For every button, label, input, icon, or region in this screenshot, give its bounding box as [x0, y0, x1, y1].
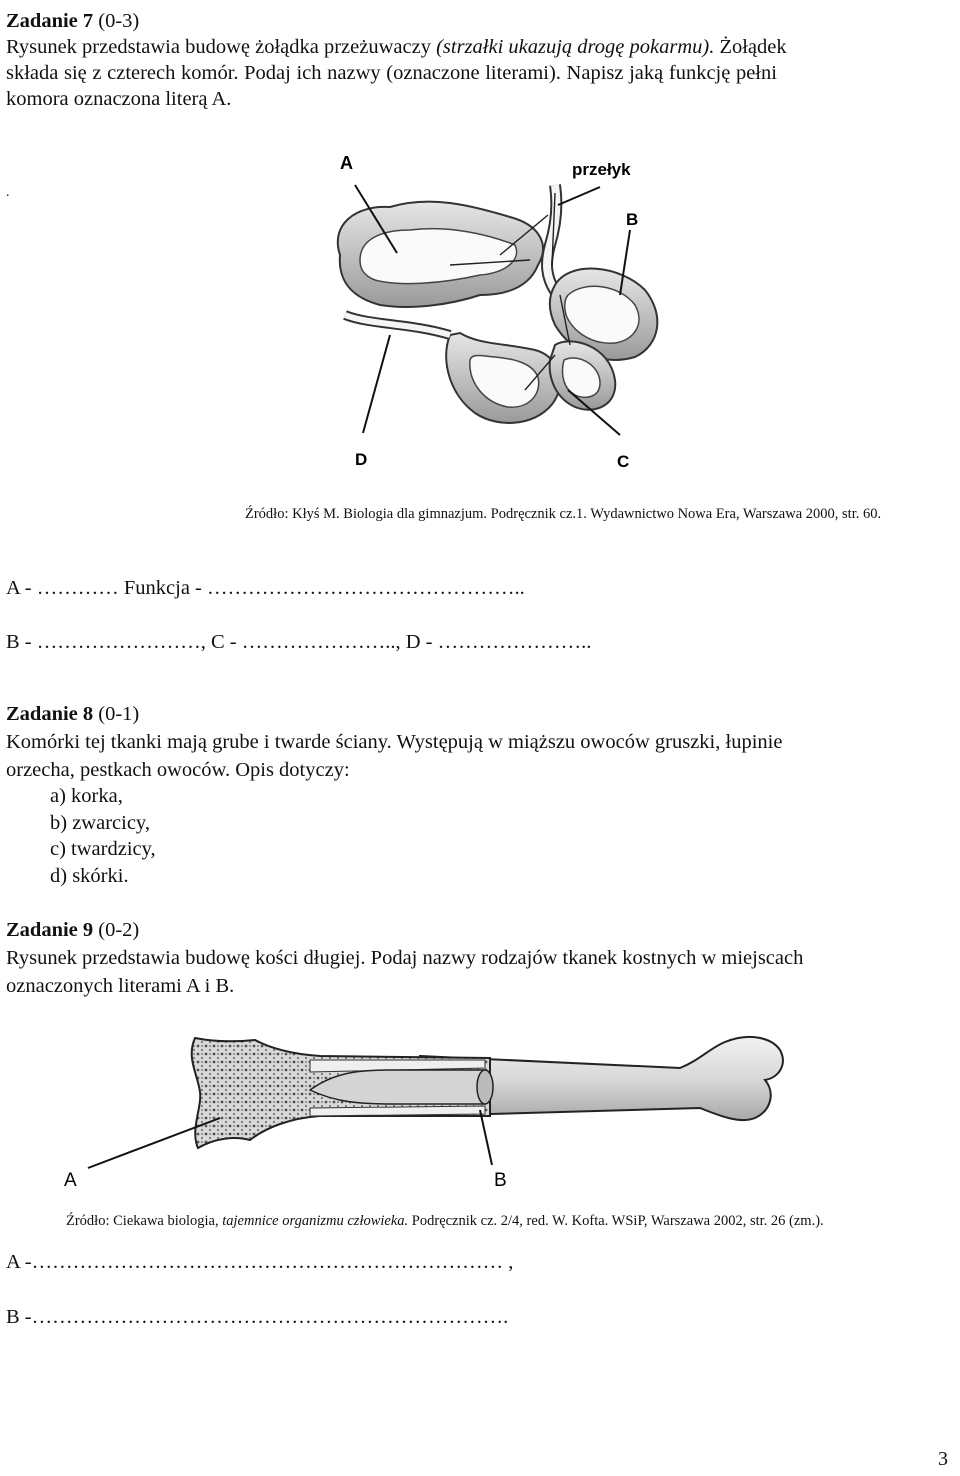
z9-text-line-2: oznaczonych literami A i B.	[6, 975, 235, 997]
z7-text-line-1: Rysunek przedstawia budowę żołądka przeżuwaczy (strzałki ukazują drogę pokarmu). Żołądek	[6, 36, 787, 58]
fig-label-d: D	[355, 450, 368, 469]
z7-text-line-3: komora oznaczona literą A.	[6, 88, 232, 110]
label-line-bone-b	[480, 1110, 492, 1165]
z9-text-line-1: Rysunek przedstawia budowę kości długiej. Podaj nazwy rodzajów tkanek kostnych w miejscach	[6, 947, 804, 969]
label-line-d	[363, 335, 390, 433]
z7-answer-line-1: A - ………… Funkcja - ………………………………………..	[6, 577, 525, 599]
z9-answer-line-1: A -…………………………………………………………… ,	[6, 1251, 514, 1273]
z9-title: Zadanie 9 (0-2)	[6, 919, 140, 941]
ruminant-stomach-figure	[300, 145, 680, 475]
fig-label-b: B	[626, 210, 639, 229]
z7-title: Zadanie 7 (0-3)	[6, 10, 140, 32]
z8-option-d: d) skórki.	[50, 864, 129, 887]
z9-source: Źródło: Ciekawa biologia, tajemnice organizmu człowieka. Podręcznik cz. 2/4, red. W. Kofta. WSiP, Warszawa 2002, str. 26 (zm.).	[66, 1213, 824, 1229]
long-bone-figure	[60, 1020, 820, 1190]
z8-options	[50, 783, 156, 889]
fig-label-przelyk: przełyk	[572, 160, 631, 179]
z7-answer-line-2: B - ……………………, C - ………………….., D - …………………..	[6, 631, 592, 653]
fig-label-c: C	[617, 452, 630, 471]
stray-dot: .	[6, 185, 10, 200]
bone-label-a: A	[64, 1170, 77, 1190]
bone-label-b: B	[494, 1170, 507, 1190]
z8-option-c: c) twardzicy,	[50, 838, 156, 860]
z7-text-line-2: składa się z czterech komór. Podaj ich nazwy (oznaczone literami). Napisz jaką funkcję pełni	[6, 62, 777, 84]
z9-answer-line-2: B -…………………………………………………………….	[6, 1306, 509, 1328]
fig-label-a: A	[340, 153, 353, 173]
z8-option-b: b) zwarcicy,	[50, 811, 150, 834]
z8-text-line-1: Komórki tej tkanki mają grube i twarde ściany. Występują w miąższu owoców gruszki, łupinie	[6, 731, 783, 753]
z8-title: Zadanie 8 (0-1)	[6, 703, 140, 725]
z7-source: Źródło: Kłyś M. Biologia dla gimnazjum. Podręcznik cz.1. Wydawnictwo Nowa Era, Warszawa 2000, str. 60.	[245, 506, 882, 522]
z8-option-a: a) korka,	[50, 785, 123, 807]
z8-text-line-2: orzecha, pestkach owoców. Opis dotyczy:	[6, 759, 350, 781]
label-line-przelyk	[558, 187, 600, 205]
page-number: 3	[938, 1448, 948, 1470]
